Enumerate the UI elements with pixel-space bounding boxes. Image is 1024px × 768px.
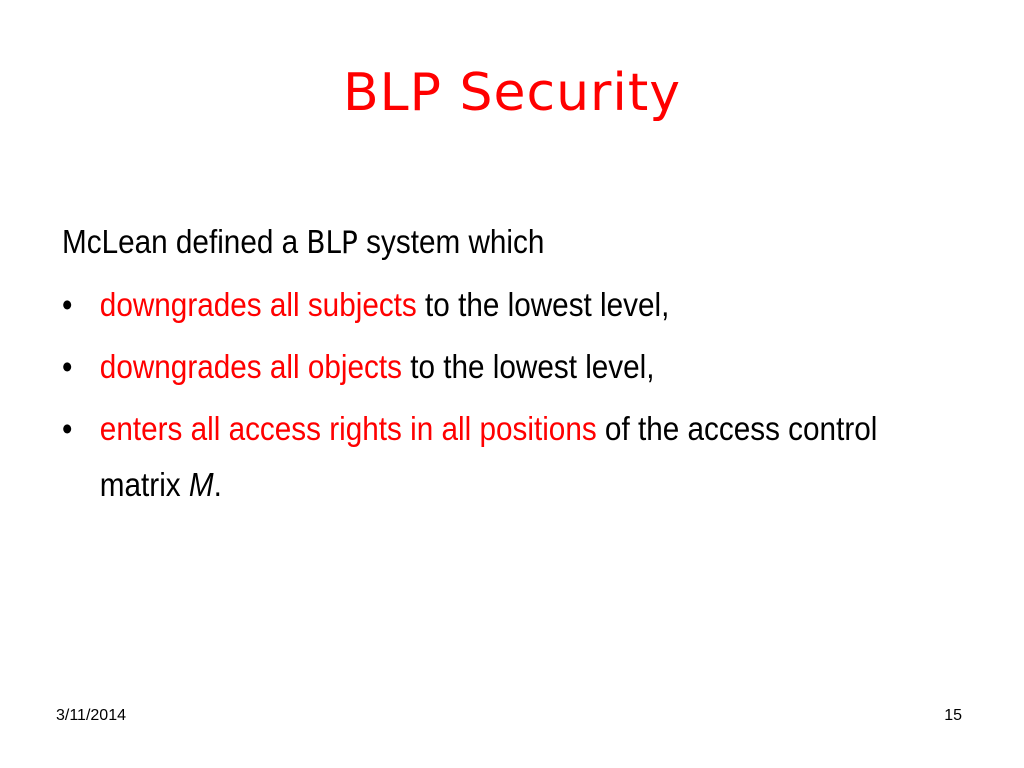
- bullet-item-access-rights: [62, 401, 890, 513]
- bullet-symbol: •: [62, 286, 73, 323]
- bullet-highlight: enters all access rights in all positions: [99, 410, 597, 447]
- bullet-highlight: downgrades all subjects: [99, 286, 417, 323]
- slide-body: [62, 214, 890, 513]
- bullet-item-objects: [62, 339, 890, 395]
- bullet-symbol: •: [62, 348, 73, 385]
- footer-date: 3/11/2014: [56, 707, 126, 724]
- slide-title: BLP Security: [342, 63, 682, 123]
- bullet-rest: to the lowest level,: [416, 286, 670, 323]
- slide-number: 15: [944, 707, 962, 724]
- bullet-rest: of the access control matrix: [99, 410, 878, 503]
- bullet-list: [62, 277, 890, 513]
- intro-acronym: BLP: [306, 225, 358, 261]
- intro-text-after: system which: [357, 223, 545, 260]
- intro-line: [62, 214, 890, 271]
- bullet-end: .: [213, 466, 222, 503]
- bullet-highlight: downgrades all objects: [99, 348, 402, 385]
- intro-text-before: McLean defined a: [62, 223, 307, 260]
- bullet-item-subjects: [62, 277, 890, 333]
- matrix-symbol: M: [188, 466, 214, 503]
- bullet-symbol: •: [62, 410, 73, 447]
- bullet-rest: to the lowest level,: [401, 348, 655, 385]
